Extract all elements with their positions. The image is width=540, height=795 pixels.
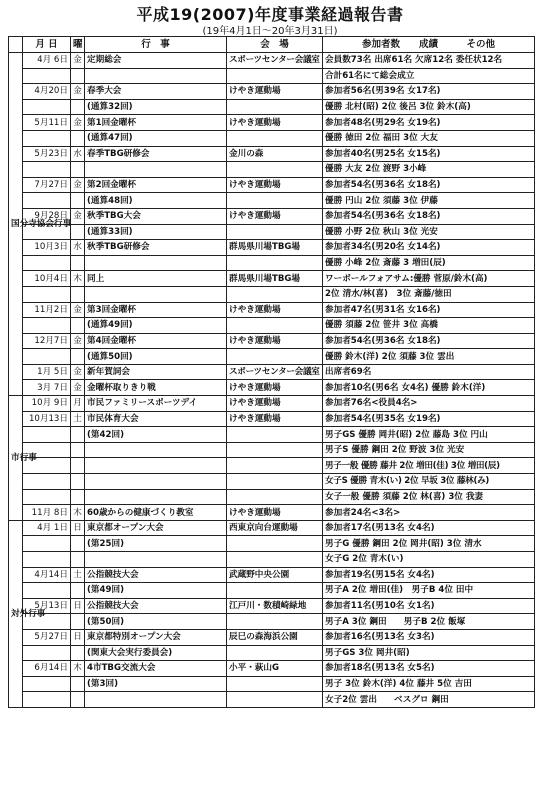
table-row	[9, 661, 535, 677]
venue-cell	[227, 614, 323, 630]
event-cell	[85, 489, 227, 505]
weekday-cell	[71, 349, 85, 365]
date-cell	[23, 427, 71, 443]
result-cell: 参加者54名(男36名 女18名)	[323, 208, 535, 224]
date-column-header: 月 日	[23, 37, 71, 53]
event-cell: 春季大会	[85, 84, 227, 100]
venue-cell	[227, 349, 323, 365]
venue-cell	[227, 645, 323, 661]
table-row	[9, 208, 535, 224]
date-cell: 10月4日	[23, 271, 71, 287]
venue-cell: スポーツセンター会議室	[227, 364, 323, 380]
weekday-cell: 金	[71, 208, 85, 224]
weekday-cell: 水	[71, 240, 85, 256]
result-cell: 参加者19名(男15名 女4名)	[323, 567, 535, 583]
venue-cell	[227, 489, 323, 505]
weekday-cell	[71, 676, 85, 692]
venue-cell: けやき運動場	[227, 84, 323, 100]
weekday-cell	[71, 318, 85, 334]
event-cell: 市民体育大会	[85, 411, 227, 427]
date-cell: 4月20日	[23, 84, 71, 100]
event-cell: 定期総会	[85, 53, 227, 69]
weekday-cell: 水	[71, 146, 85, 162]
result-cell: 男子G 優勝 鋼田 2位 岡井(昭) 3位 清水	[323, 536, 535, 552]
event-cell: 東京都オープン大会	[85, 520, 227, 536]
venue-cell: けやき運動場	[227, 177, 323, 193]
weekday-cell: 木	[71, 505, 85, 521]
table-row	[9, 53, 535, 69]
table-row	[9, 99, 535, 115]
venue-cell: 小平・萩山G	[227, 661, 323, 677]
result-cell: 男子一般 優勝 藤井 2位 増田(佳) 3位 増田(辰)	[323, 458, 535, 474]
weekday-cell	[71, 489, 85, 505]
activity-report-table	[8, 36, 535, 708]
result-cell: 合計61名にて総会成立	[323, 68, 535, 84]
table-row	[9, 162, 535, 178]
table-row	[9, 614, 535, 630]
table-row	[9, 302, 535, 318]
group-label-text: 対外行事	[11, 608, 46, 619]
venue-cell	[227, 318, 323, 334]
table-body	[9, 53, 535, 708]
event-cell	[85, 474, 227, 490]
date-cell: 5月23日	[23, 146, 71, 162]
venue-cell: けやき運動場	[227, 333, 323, 349]
result-cell: 参加者76名<役員4名>	[323, 396, 535, 412]
date-cell: 7月27日	[23, 177, 71, 193]
date-cell	[23, 645, 71, 661]
venue-cell	[227, 99, 323, 115]
result-cell: 参加者10名(男6名 女4名) 優勝 鈴木(洋)	[323, 380, 535, 396]
date-cell: 11月2日	[23, 302, 71, 318]
venue-cell: 西東京向台運動場	[227, 520, 323, 536]
event-cell: 第4回金曜杯	[85, 333, 227, 349]
result-cell: 男子A 3位 鋼田 男子B 2位 飯塚	[323, 614, 535, 630]
date-cell: 5月11日	[23, 115, 71, 131]
table-row	[9, 505, 535, 521]
weekday-cell: 日	[71, 520, 85, 536]
event-cell: (第25回)	[85, 536, 227, 552]
table-row	[9, 520, 535, 536]
venue-cell	[227, 193, 323, 209]
event-cell: 第2回金曜杯	[85, 177, 227, 193]
date-cell: 10月 9日	[23, 396, 71, 412]
weekday-cell: 金	[71, 380, 85, 396]
venue-cell: けやき運動場	[227, 380, 323, 396]
table-row	[9, 692, 535, 708]
date-cell: 1月 5日	[23, 364, 71, 380]
event-cell: 4市TBG交流大会	[85, 661, 227, 677]
weekday-cell	[71, 255, 85, 271]
venue-column-header: 会 場	[227, 37, 323, 53]
date-cell	[23, 552, 71, 568]
table-row	[9, 396, 535, 412]
venue-cell: 江戸川・数積崎緑地	[227, 598, 323, 614]
event-cell: 第3回金曜杯	[85, 302, 227, 318]
weekday-cell: 金	[71, 177, 85, 193]
result-cell: ワーボールフォアサム:優勝 菅原/鈴木(高)	[323, 271, 535, 287]
table-row	[9, 552, 535, 568]
venue-cell: スポーツセンター会議室	[227, 53, 323, 69]
event-cell: 60歳からの健康づくり教室	[85, 505, 227, 521]
venue-cell: けやき運動場	[227, 411, 323, 427]
date-cell: 9月28日	[23, 208, 71, 224]
date-cell: 5月27日	[23, 629, 71, 645]
weekday-cell	[71, 536, 85, 552]
weekday-cell	[71, 474, 85, 490]
venue-cell	[227, 536, 323, 552]
venue-cell	[227, 427, 323, 443]
result-column-header: 参加者数 成績 その他	[323, 37, 535, 53]
result-cell: 優勝 北村(昭) 2位 後呂 3位 鈴木(高)	[323, 99, 535, 115]
weekday-cell	[71, 583, 85, 599]
date-cell	[23, 676, 71, 692]
result-cell: 出席者69名	[323, 364, 535, 380]
table-row	[9, 84, 535, 100]
date-cell	[23, 489, 71, 505]
venue-cell	[227, 442, 323, 458]
event-cell: 東京都特別オープン大会	[85, 629, 227, 645]
table-row	[9, 193, 535, 209]
event-cell: 秋季TBG研修会	[85, 240, 227, 256]
result-cell: 男子A 2位 増田(佳) 男子B 4位 田中	[323, 583, 535, 599]
table-row	[9, 255, 535, 271]
date-cell	[23, 193, 71, 209]
event-cell: 公指競技大会	[85, 598, 227, 614]
table-row	[9, 130, 535, 146]
date-cell: 4月 1日	[23, 520, 71, 536]
venue-cell: 辰巳の森海浜公園	[227, 629, 323, 645]
result-cell: 男子 3位 鈴木(洋) 4位 藤井 5位 吉田	[323, 676, 535, 692]
weekday-cell	[71, 458, 85, 474]
event-cell: 新年賀詞会	[85, 364, 227, 380]
group-label-g3	[9, 520, 46, 707]
weekday-cell: 金	[71, 302, 85, 318]
date-cell	[23, 474, 71, 490]
weekday-cell: 日	[71, 629, 85, 645]
weekday-cell	[71, 99, 85, 115]
weekday-cell	[71, 162, 85, 178]
weekday-cell	[71, 130, 85, 146]
date-cell: 11月 8日	[23, 505, 71, 521]
result-cell: 参加者47名(男31名 女16名)	[323, 302, 535, 318]
event-cell: (通算47回)	[85, 130, 227, 146]
venue-cell	[227, 224, 323, 240]
venue-cell: 金川の森	[227, 146, 323, 162]
date-cell	[23, 162, 71, 178]
date-cell	[23, 99, 71, 115]
date-cell: 5月13日	[23, 598, 71, 614]
date-cell: 3月 7日	[23, 380, 71, 396]
event-cell: 秋季TBG大会	[85, 208, 227, 224]
group-column-header	[9, 37, 23, 53]
weekday-cell: 木	[71, 271, 85, 287]
weekday-cell	[71, 224, 85, 240]
result-cell: 参加者18名(男13名 女5名)	[323, 661, 535, 677]
event-column-header: 行 事	[85, 37, 227, 53]
venue-cell: けやき運動場	[227, 302, 323, 318]
table-row	[9, 380, 535, 396]
venue-cell	[227, 162, 323, 178]
result-cell: 参加者56名(男39名 女17名)	[323, 84, 535, 100]
weekday-cell	[71, 552, 85, 568]
table-row	[9, 271, 535, 287]
table-header-row	[9, 37, 535, 53]
event-cell: 金曜杯取りきり戦	[85, 380, 227, 396]
weekday-cell	[71, 193, 85, 209]
date-cell	[23, 318, 71, 334]
result-cell: 優勝 小野 2位 秋山 3位 光安	[323, 224, 535, 240]
event-cell: (第42回)	[85, 427, 227, 443]
table-row	[9, 474, 535, 490]
result-cell: 男子GS 優勝 岡井(昭) 2位 藤島 3位 円山	[323, 427, 535, 443]
result-cell: 女子G 2位 青木(い)	[323, 552, 535, 568]
result-cell: 男子S 優勝 鋼田 2位 野波 3位 光安	[323, 442, 535, 458]
weekday-cell	[71, 427, 85, 443]
event-cell	[85, 68, 227, 84]
result-cell: 参加者54名(男35名 女19名)	[323, 411, 535, 427]
weekday-cell: 土	[71, 411, 85, 427]
date-cell	[23, 536, 71, 552]
event-cell: (通算32回)	[85, 99, 227, 115]
table-row	[9, 68, 535, 84]
date-cell: 10月13日	[23, 411, 71, 427]
table-row	[9, 442, 535, 458]
weekday-cell	[71, 614, 85, 630]
weekday-cell: 金	[71, 53, 85, 69]
venue-cell: けやき運動場	[227, 505, 323, 521]
event-cell: 同上	[85, 271, 227, 287]
venue-cell	[227, 286, 323, 302]
table-row	[9, 536, 535, 552]
venue-cell: 群馬県川場TBG場	[227, 240, 323, 256]
event-cell	[85, 442, 227, 458]
table-row	[9, 598, 535, 614]
table-row	[9, 177, 535, 193]
result-cell: 参加者54名(男36名 女18名)	[323, 333, 535, 349]
event-cell	[85, 162, 227, 178]
table-row	[9, 349, 535, 365]
venue-cell	[227, 474, 323, 490]
weekday-cell: 土	[71, 567, 85, 583]
date-cell: 4月14日	[23, 567, 71, 583]
table-row	[9, 364, 535, 380]
event-cell	[85, 458, 227, 474]
table-row	[9, 115, 535, 131]
date-cell	[23, 130, 71, 146]
table-row	[9, 411, 535, 427]
event-cell	[85, 286, 227, 302]
venue-cell	[227, 552, 323, 568]
weekday-cell: 金	[71, 84, 85, 100]
weekday-cell: 日	[71, 598, 85, 614]
result-cell: 参加者17名(男13名 女4名)	[323, 520, 535, 536]
event-cell: 市民ファミリースポーツデイ	[85, 396, 227, 412]
result-cell: 優勝 円山 2位 須藤 3位 伊藤	[323, 193, 535, 209]
date-cell: 4月 6日	[23, 53, 71, 69]
result-cell: 優勝 小峰 2位 斎藤 3 増田(辰)	[323, 255, 535, 271]
result-cell: 女子2位 雲出 ベスグロ 鋼田	[323, 692, 535, 708]
table-row	[9, 645, 535, 661]
table-row	[9, 240, 535, 256]
table-row	[9, 583, 535, 599]
result-cell: 女子一般 優勝 須藤 2位 林(喜) 3位 我妻	[323, 489, 535, 505]
weekday-cell	[71, 645, 85, 661]
venue-cell	[227, 130, 323, 146]
group-label-text: 市行事	[11, 452, 37, 463]
event-cell: (第3回)	[85, 676, 227, 692]
table-row	[9, 427, 535, 443]
venue-cell: 武蔵野中央公園	[227, 567, 323, 583]
venue-cell: 群馬県川場TBG場	[227, 271, 323, 287]
weekday-cell: 金	[71, 333, 85, 349]
event-cell: (通算48回)	[85, 193, 227, 209]
group-label-g2	[9, 396, 37, 521]
event-cell: (第50回)	[85, 614, 227, 630]
weekday-cell: 金	[71, 364, 85, 380]
venue-cell	[227, 692, 323, 708]
table-row	[9, 286, 535, 302]
document-period: (19年4月1日～20年3月31日)	[202, 26, 338, 37]
result-cell: 優勝 鈴木(洋) 2位 須藤 3位 雲出	[323, 349, 535, 365]
result-cell: 参加者16名(男13名 女3名)	[323, 629, 535, 645]
weekday-cell	[71, 68, 85, 84]
table-row	[9, 676, 535, 692]
weekday-column-header: 曜	[71, 37, 85, 53]
table-row	[9, 318, 535, 334]
event-cell: (関東大会実行委員会)	[85, 645, 227, 661]
event-cell: 公指競技大会	[85, 567, 227, 583]
group-label-text: 国分寺協会行事	[11, 219, 72, 230]
event-cell: (通算50回)	[85, 349, 227, 365]
result-cell: 2位 清水/林(喜) 3位 斎藤/徳田	[323, 286, 535, 302]
weekday-cell: 月	[71, 396, 85, 412]
date-cell: 10月3日	[23, 240, 71, 256]
date-cell	[23, 692, 71, 708]
result-cell: 優勝 大友 2位 渡野 3小峰	[323, 162, 535, 178]
table-row	[9, 333, 535, 349]
table-row	[9, 458, 535, 474]
result-cell: 会員数73名 出席61名 欠席12名 委任状12名	[323, 53, 535, 69]
venue-cell: けやき運動場	[227, 115, 323, 131]
event-cell: (通算33回)	[85, 224, 227, 240]
event-cell	[85, 255, 227, 271]
weekday-cell	[71, 692, 85, 708]
venue-cell: けやき運動場	[227, 208, 323, 224]
venue-cell	[227, 583, 323, 599]
event-cell	[85, 552, 227, 568]
venue-cell	[227, 458, 323, 474]
result-cell: 女子S 優勝 青木(い) 2位 早坂 3位 藤林(み)	[323, 474, 535, 490]
result-cell: 参加者24名<3名>	[323, 505, 535, 521]
weekday-cell: 金	[71, 115, 85, 131]
date-cell	[23, 68, 71, 84]
weekday-cell: 木	[71, 661, 85, 677]
venue-cell: けやき運動場	[227, 396, 323, 412]
document-title: 平成19(2007)年度事業経過報告書	[136, 5, 404, 24]
date-cell	[23, 286, 71, 302]
table-row	[9, 224, 535, 240]
result-cell: 優勝 須藤 2位 笹井 3位 高橋	[323, 318, 535, 334]
result-cell: 参加者34名(男20名 女14名)	[323, 240, 535, 256]
date-cell	[23, 349, 71, 365]
result-cell: 優勝 徳田 2位 福田 3位 大友	[323, 130, 535, 146]
event-cell: 春季TBG研修会	[85, 146, 227, 162]
weekday-cell	[71, 442, 85, 458]
result-cell: 参加者54名(男36名 女18名)	[323, 177, 535, 193]
weekday-cell	[71, 286, 85, 302]
event-cell: (通算49回)	[85, 318, 227, 334]
table-row	[9, 629, 535, 645]
result-cell: 男子GS 3位 岡井(昭)	[323, 645, 535, 661]
venue-cell	[227, 676, 323, 692]
event-cell	[85, 692, 227, 708]
result-cell: 参加者11名(男10名 女1名)	[323, 598, 535, 614]
table-row	[9, 146, 535, 162]
event-cell: (第49回)	[85, 583, 227, 599]
table-row	[9, 567, 535, 583]
date-cell: 12月7日	[23, 333, 71, 349]
event-cell: 第1回金曜杯	[85, 115, 227, 131]
table-row	[9, 489, 535, 505]
result-cell: 参加者48名(男29名 女19名)	[323, 115, 535, 131]
date-cell: 6月14日	[23, 661, 71, 677]
venue-cell	[227, 68, 323, 84]
venue-cell	[227, 255, 323, 271]
result-cell: 参加者40名(男25名 女15名)	[323, 146, 535, 162]
date-cell	[23, 255, 71, 271]
date-cell	[23, 583, 71, 599]
